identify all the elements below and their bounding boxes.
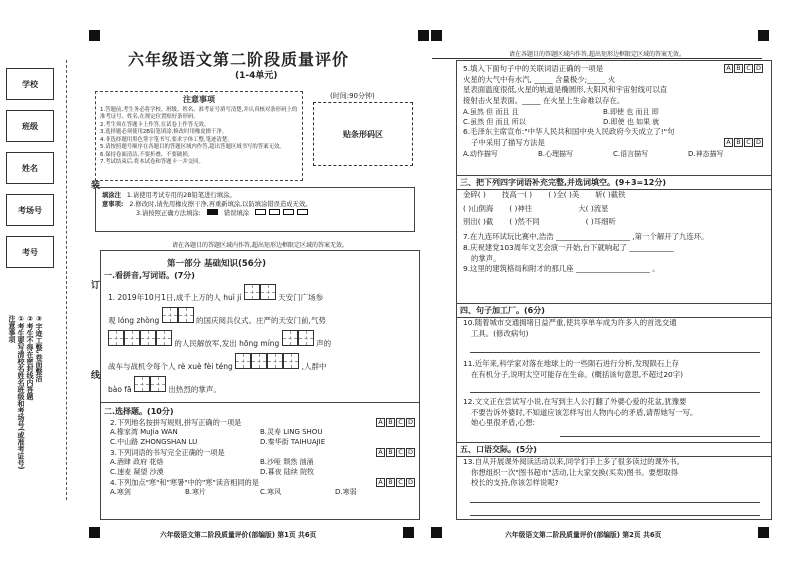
q1-text: 的人民解放军,发出 hōng míng — [174, 339, 280, 348]
question-7: 7.在九连环试玩比赛中,浩浩 ____________________ ,第一个解开了九连环。 — [463, 232, 709, 242]
answer-area-warning: 请在各题目的答题区域内作答,超出矩形边框限定区域的答案无效。 — [432, 49, 762, 59]
answer-options-abcd[interactable]: A B C D — [376, 478, 415, 488]
note-item: ②考生不得在密封线内答题 — [26, 315, 34, 400]
option: D.寒弱 — [335, 488, 357, 497]
question-13-block — [463, 457, 763, 489]
barcode-label: 贴条形码区 — [343, 129, 383, 139]
section-heading: 第一部分 基础知识(56分) — [167, 259, 267, 269]
side-notes — [8, 315, 43, 480]
notes-heading: 注意事项 — [8, 315, 16, 343]
seal-char: 线 — [89, 370, 99, 379]
question-heading: 二.选择题。(10分) — [104, 407, 174, 416]
answer-line[interactable] — [470, 392, 760, 393]
section-heading: 五、口语交际。(5分) — [456, 442, 772, 457]
q1-line — [108, 353, 326, 372]
answer-line[interactable] — [470, 515, 760, 516]
registration-mark — [431, 527, 442, 538]
field-label: 姓名 — [22, 163, 38, 173]
option: C.寒风 — [260, 488, 282, 497]
answer-line[interactable] — [470, 352, 760, 353]
answer-area-warning: 请在各题目的答题区域内作答,超出矩形边框限定区域的答案无效。 — [100, 240, 420, 251]
question-stem: 5.填入下面句子中的关联词语正确的一项是 — [463, 64, 604, 73]
wrong-mark-label: 错误填涂 — [223, 210, 249, 218]
answer-options-abcd[interactable]: A B C D — [724, 138, 763, 149]
answer-line[interactable] — [470, 502, 760, 503]
note-item: ①考生要写清校名姓名班级和考场号(或准考证号) — [17, 315, 25, 470]
class-field[interactable] — [6, 110, 54, 142]
question-5 — [463, 64, 763, 159]
notice-item: 1.答题前,考生务必将学校、班级、姓名、准考证号填写清楚,并认真核对条形码上的准考证号、姓名,在规定位置贴好条形码。 — [100, 107, 298, 121]
idiom-blank: 技高一( ) — [501, 190, 533, 199]
q1-line — [108, 376, 221, 395]
idiom-blank: ( )山倒海 — [463, 203, 494, 213]
fill-guide-text: 2.修改时,请先用橡皮擦干净,再重新填涂,以防填涂错误造成无效。 — [129, 201, 312, 209]
page-footer: 六年级语文第二阶段质量评价(部编版) 第2页 共6页 — [505, 531, 662, 539]
option: C.虽然 但 而且 所以 — [463, 118, 526, 127]
q1-line — [108, 284, 323, 303]
question-12: 12.文文正在尝试写小说,在写到主人公打翻了外婆心爱的花盆,犹豫要 — [463, 397, 687, 406]
choice-question-2 — [110, 418, 415, 498]
divider — [100, 402, 420, 403]
answer-grid[interactable] — [108, 330, 172, 346]
notice-item: 3.选择题必须使用2B铅笔填涂,修改时用橡皮擦干净。 — [100, 129, 228, 136]
option: A.寒剑 — [110, 488, 131, 497]
wrong-mark-samples — [255, 209, 308, 218]
option: B.沙哑 颓然 汹涌 — [260, 458, 314, 467]
q1-text: ,人群中 — [301, 362, 327, 371]
option: C.中山路 ZHONGSHAN LU — [110, 438, 198, 447]
question-13-cont: 你想组织一次"图书超市"活动,让大家交换(买卖)图书。要想取得 — [471, 467, 679, 477]
option: D.秦华街 TAIHUAJIE — [260, 438, 326, 447]
option: A.动作描写 — [463, 149, 498, 158]
registration-mark — [89, 527, 100, 538]
answer-grid[interactable] — [244, 284, 276, 300]
question-8: 8.庆祝建党103周年文艺会演一开始,台下就响起了 ____________ — [463, 242, 674, 252]
q1-text: bào fā — [108, 385, 132, 394]
sentence-section — [463, 318, 763, 339]
page-footer: 六年级语文第二阶段质量评价(部编版) 第1页 共6页 — [160, 531, 317, 539]
option: D.即使 也 如果 就 — [603, 118, 660, 127]
answer-grid[interactable] — [235, 353, 299, 369]
question-heading: 一.看拼音,写词语。(7分) — [104, 271, 195, 280]
option: B.心理描写 — [538, 149, 574, 158]
idiom-blank: ( )全( )美 — [548, 190, 580, 199]
question-13-prompt: 校长的支持,你该怎样说呢? — [471, 478, 559, 488]
section-heading: 三、把下列四字词语补充完整,并选词填空。(9+3=12分) — [456, 175, 772, 190]
q1-line — [108, 330, 331, 349]
question-line: 火星的大气中有水汽, _____ 含量极少;_____ 火 — [463, 74, 616, 84]
registration-mark — [431, 30, 442, 41]
question-stem: 2.下列地名按拼写规则,拼写正确的一项是 — [110, 418, 242, 427]
q1-text: 出热烈的掌声。 — [168, 385, 221, 394]
field-label: 学校 — [22, 79, 38, 89]
answer-grid[interactable] — [282, 330, 314, 346]
q1-text: 的国庆阅兵仪式。庄严的天安门前,气势 — [196, 316, 326, 325]
option: A.橡家湾 MuJia WAN — [110, 428, 178, 437]
idiom-blank: ( )神往 — [509, 203, 533, 213]
question-12-prompt: 她心里很矛盾,心想: — [471, 418, 535, 428]
question-stem: 3.下列词语的书写完全正确的一项是 — [110, 448, 225, 458]
note-item: ③字迹工整,卷面整洁 — [35, 315, 43, 382]
notice-box — [95, 91, 303, 181]
fill-guide-label: 意事项: — [102, 201, 124, 209]
question-stem: 子中采用了描写方法是 — [471, 137, 545, 147]
registration-mark — [758, 527, 769, 538]
answer-grid[interactable] — [134, 376, 166, 392]
idiom-fill[interactable] — [463, 190, 763, 275]
fill-guide-label: 填涂注 — [102, 192, 121, 199]
q1-text: 战车与战机令每个人 rè xuè fèi téng — [108, 362, 233, 371]
option: B.寒片 — [185, 488, 207, 497]
field-label: 考号 — [22, 247, 38, 257]
exam-room-field[interactable] — [6, 194, 54, 226]
notice-item: 2.考生须在答题卡上作答,在试卷上作答无效。 — [100, 121, 210, 128]
answer-options-abcd[interactable]: A B C D — [724, 64, 763, 75]
answer-line[interactable] — [560, 436, 760, 437]
question-11: 11.近年来,科学家对落在地球上的一些陨石进行分析,发现陨石上存 — [463, 359, 680, 368]
option: C.语言描写 — [613, 149, 649, 158]
option: D.神态描写 — [688, 149, 724, 158]
exam-number-field[interactable] — [6, 236, 54, 268]
q1-text: 声的 — [316, 339, 332, 348]
question-11-block — [463, 359, 763, 380]
notice-item: 7.考试结束后,将本试卷和答题卡一并交回。 — [100, 159, 204, 166]
option: A.酒肆 政府 花烙 — [110, 458, 164, 467]
notice-heading: 注意事项 — [183, 95, 215, 104]
option: B.灵寿 LING SHOU — [260, 428, 323, 437]
option: D.暮夜 陆续 院牧 — [260, 468, 315, 477]
q1-text: 天安门广场参 — [278, 293, 324, 302]
answer-options-abcd[interactable]: A B C D — [376, 448, 415, 458]
idiom-blank: 别出( )截 — [463, 217, 494, 227]
notice-item: 5.请按照题号顺序在各题目的答题区域内作答,超出答题区域书写的答案无效。 — [100, 144, 285, 151]
student-info-fields — [6, 68, 62, 278]
question-8-cont: 的掌声。 — [471, 253, 501, 263]
fill-guide-text: 1.请使用考试专用的2B铅笔进行填涂。 — [126, 192, 236, 199]
fill-guide — [95, 187, 415, 232]
idiom-blank: ( )然不同 — [509, 217, 540, 227]
fill-guide-text: 3.请按照正确方法填涂: — [136, 210, 201, 218]
page-subtitle: (1-4单元) — [235, 71, 278, 81]
seal-line — [66, 60, 67, 500]
registration-mark — [403, 527, 414, 538]
question-line: 接射击火星表面。_____ 在火星上生命难以存在。 — [463, 96, 625, 106]
answer-grid[interactable] — [162, 307, 194, 323]
registration-mark — [89, 30, 100, 41]
idiom-blank: 大( )流星 — [578, 203, 609, 213]
question-12-block — [463, 397, 763, 429]
question-9: 9.这里的建筑格局和附才的那几座 ____________________ 。 — [463, 264, 660, 274]
option: A.虽然 但 而且 且 — [463, 107, 519, 116]
question-line: 星表面温度很低,火星的轨道是椭圆形,大阳风和宇宙射线可以直 — [463, 85, 668, 95]
q1-line — [108, 307, 326, 326]
question-stem: 4.下列加点"寒"和"寒暑"中的"寒"读音相同的是 — [110, 478, 259, 488]
idiom-blank: 斩( )截铁 — [595, 190, 626, 199]
question-13: 13.自从开展课外阅读活动以来,同学们手上多了很多读过的课外书。 — [463, 457, 685, 466]
option: B.即使 也 而且 即 — [603, 107, 659, 116]
page-title: 六年级语文第二阶段质量评价 — [128, 50, 350, 69]
question-10: 10.随着城市交通拥堵日益严重,使共享单车成为许多人的首选交通 — [463, 318, 677, 327]
registration-mark — [418, 30, 429, 41]
name-field[interactable] — [6, 152, 54, 184]
question-stem: 6.毛泽东主席宣布:"中华人民共和国中央人民政府今天成立了!"句 — [463, 127, 675, 137]
question-11-cont: 在有机分子,说明太空可能存在生命。(概括该句意思,不超过20字) — [471, 369, 684, 379]
time-note: (时间:90分钟) — [330, 92, 375, 100]
notice-item: 4.非选择题用黑色签字笔书写,要求字体工整,笔迹清楚。 — [100, 136, 233, 143]
section-heading: 四、句子加工厂。(6分) — [456, 303, 772, 318]
seal-char: 订 — [89, 280, 99, 289]
correct-mark-sample — [207, 209, 218, 218]
q1-text: 观 lóng zhòng — [108, 316, 160, 325]
field-label: 班级 — [22, 121, 38, 131]
question-12-cont: 不要告诉外婆时,不知道应该怎样写出人物内心的矛盾,请帮她写一写。 — [471, 407, 698, 417]
registration-mark — [758, 30, 769, 41]
barcode-area[interactable] — [313, 102, 413, 166]
q1-text: 1. 2019年10月1日,成千上万的人 huì jí — [108, 293, 242, 302]
field-label: 考场号 — [18, 205, 42, 215]
idiom-blank: ( )耳细听 — [585, 217, 616, 227]
seal-char: 装 — [89, 180, 99, 189]
notice-item: 6.保持卷面清洁,不要折叠、不要破损。 — [100, 151, 194, 158]
school-field[interactable] — [6, 68, 54, 100]
question-10-cont: 工具。(修改病句) — [471, 328, 529, 338]
option: C.速麦 凝望 沙漠 — [110, 468, 164, 477]
idiom-blank: 金碎( ) — [463, 190, 486, 199]
answer-options-abcd[interactable]: A B C D — [376, 418, 415, 428]
